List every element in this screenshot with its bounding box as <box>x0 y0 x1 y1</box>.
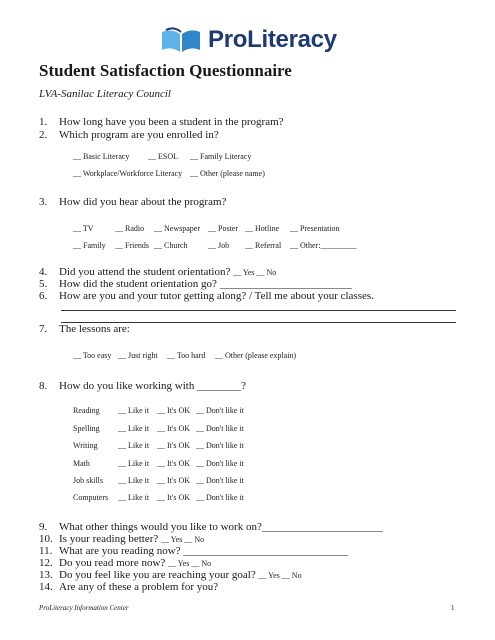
organization-subtitle: LVA-Sanilac Literacy Council <box>39 88 171 100</box>
hear-option[interactable]: __ Poster <box>208 224 238 233</box>
rating-option[interactable]: __ Like it <box>118 441 150 450</box>
answer-line[interactable] <box>61 310 456 311</box>
rating-option[interactable]: __ Don't like it <box>196 493 244 502</box>
hear-option[interactable]: __ Friends <box>115 241 149 250</box>
yes-no-options[interactable]: __ Yes __ No <box>233 268 277 277</box>
subject-label: Math <box>73 459 90 468</box>
hear-option[interactable]: __ Family <box>73 241 106 250</box>
program-option[interactable]: __ Basic Literacy <box>73 152 130 161</box>
subject-label: Writing <box>73 441 98 450</box>
rating-option[interactable]: __ Don't like it <box>196 424 244 433</box>
rating-option[interactable]: __ Like it <box>118 406 150 415</box>
rating-option[interactable]: __ Don't like it <box>196 459 244 468</box>
lesson-option[interactable]: __ Too easy <box>73 351 112 360</box>
page-title: Student Satisfaction Questionnaire <box>39 61 292 80</box>
question-2: 2. Which program are you enrolled in? <box>39 129 219 141</box>
question-9: 9. What other things would you like to work on?______________________ <box>39 521 383 533</box>
lesson-option[interactable]: __ Too hard <box>167 351 206 360</box>
rating-option[interactable]: __ It's OK <box>157 406 190 415</box>
rating-option[interactable]: __ Like it <box>118 493 150 502</box>
rating-option[interactable]: __ It's OK <box>157 459 190 468</box>
hear-option[interactable]: __ Newspaper <box>154 224 200 233</box>
question-3: 3. How did you hear about the program? <box>39 196 227 208</box>
lesson-option[interactable]: __ Other (please explain) <box>215 351 297 360</box>
rating-option[interactable]: __ It's OK <box>157 441 190 450</box>
hear-option[interactable]: __ Job <box>208 241 230 250</box>
rating-option[interactable]: __ It's OK <box>157 424 190 433</box>
proliteracy-logo <box>160 24 337 56</box>
hear-option[interactable]: __ Hotline <box>245 224 279 233</box>
page-number: 1 <box>451 604 455 612</box>
program-option[interactable]: __ Family Literacy <box>190 152 252 161</box>
footer-source: ProLiteracy Information Center <box>39 604 129 612</box>
rating-option[interactable]: __ It's OK <box>157 493 190 502</box>
rating-option[interactable]: __ Don't like it <box>196 406 244 415</box>
question-11: 11. What are you reading now? ______________________________ <box>39 545 349 557</box>
rating-option[interactable]: __ Like it <box>118 424 150 433</box>
subject-label: Job skills <box>73 476 104 485</box>
hear-option[interactable]: __ Radio <box>115 224 145 233</box>
question-4: 4. Did you attend the student orientation? __ Yes __ No <box>39 266 277 278</box>
question-14: 14. Are any of these a problem for you? <box>39 581 219 593</box>
yes-no-options[interactable]: __ Yes __ No <box>168 559 212 568</box>
hear-option[interactable]: __ TV <box>73 224 94 233</box>
question-10: 10. Is your reading better? __ Yes __ No <box>39 533 205 545</box>
rating-option[interactable]: __ Don't like it <box>196 476 244 485</box>
subject-label: Spelling <box>73 424 100 433</box>
program-option[interactable]: __ Workplace/Workforce Literacy <box>73 169 183 178</box>
question-13: 13. Do you feel like you are reaching your goal? __ Yes __ No <box>39 569 302 581</box>
lesson-option[interactable]: __ Just right <box>118 351 158 360</box>
hear-option[interactable]: __ Referral <box>245 241 282 250</box>
question-5: 5. How did the student orientation go? ________________________ <box>39 278 352 290</box>
rating-option[interactable]: __ It's OK <box>157 476 190 485</box>
yes-no-options[interactable]: __ Yes __ No <box>161 535 205 544</box>
question-8: 8. How do you like working with ________? <box>39 380 246 392</box>
logo-text: ProLiteracy <box>208 26 337 53</box>
subject-label: Computers <box>73 493 109 502</box>
rating-option[interactable]: __ Like it <box>118 476 150 485</box>
subject-label: Reading <box>73 406 100 415</box>
hear-option[interactable]: __ Presentation <box>290 224 340 233</box>
hear-option[interactable]: __ Church <box>154 241 188 250</box>
hear-option[interactable]: __ Other:_________ <box>290 241 357 250</box>
question-7: 7. The lessons are: <box>39 323 130 335</box>
program-option[interactable]: __ ESOL <box>148 152 178 161</box>
question-1: 1. How long have you been a student in the program? <box>39 116 284 128</box>
question-12: 12. Do you read more now? __ Yes __ No <box>39 557 212 569</box>
question-6: 6. How are you and your tutor getting along? / Tell me about your classes. <box>39 290 374 302</box>
yes-no-options[interactable]: __ Yes __ No <box>258 571 302 580</box>
program-option[interactable]: __ Other (please name) <box>190 169 265 178</box>
rating-option[interactable]: __ Don't like it <box>196 441 244 450</box>
open-book-icon <box>160 26 202 54</box>
rating-option[interactable]: __ Like it <box>118 459 150 468</box>
